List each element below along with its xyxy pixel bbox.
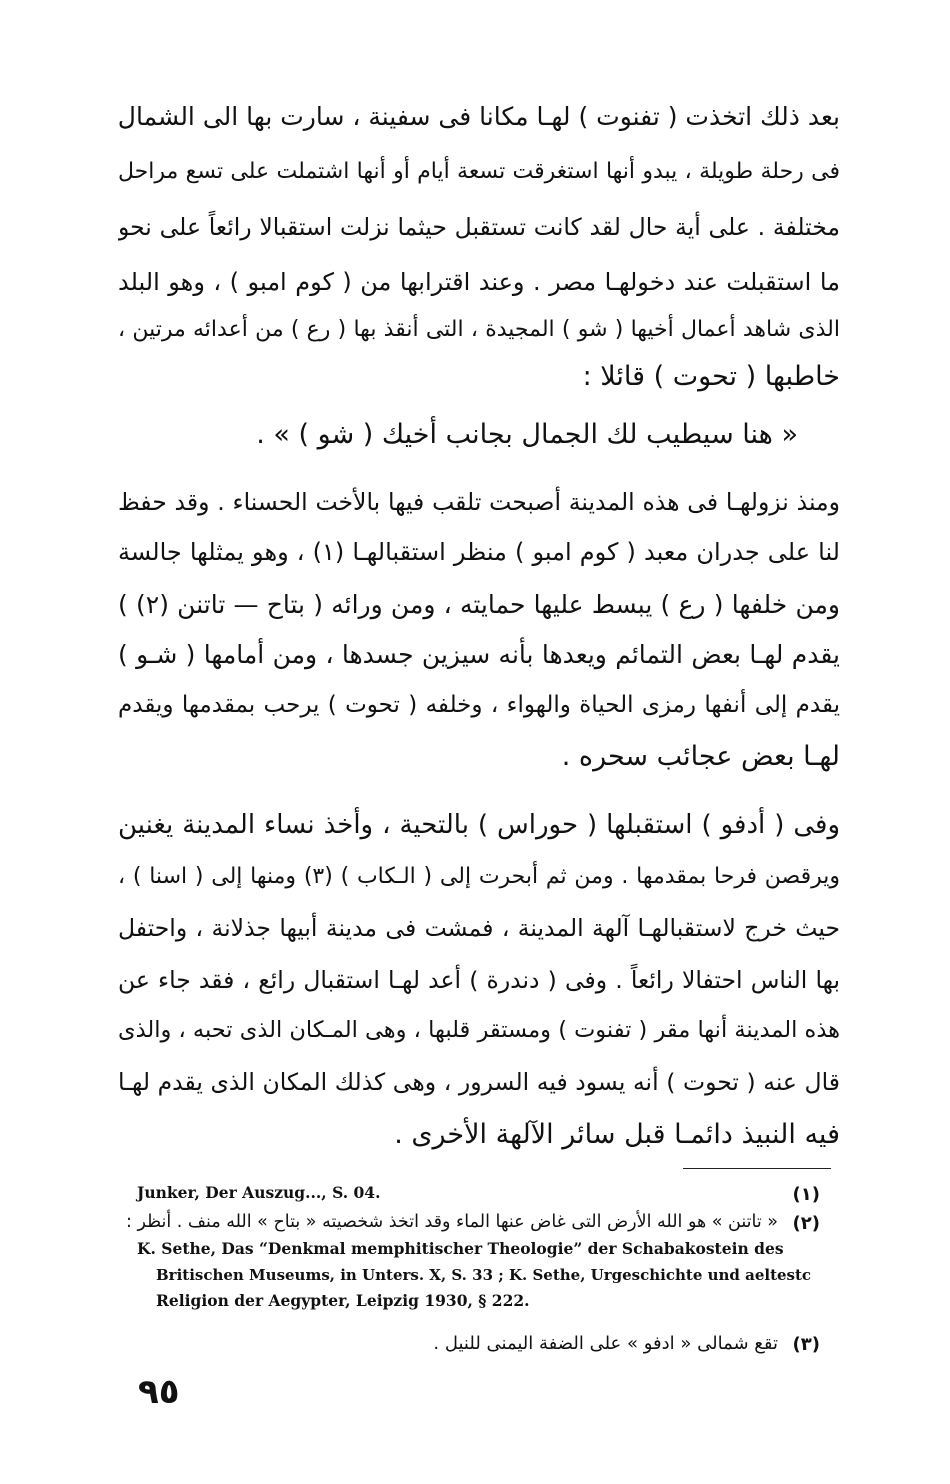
body-line: فى رحلة طويلة ، يبدو أنها استغرقت تسعة أيام أو أنها اشتملت على تسع مراحل	[118, 159, 840, 184]
footnote-number: (٣)	[792, 1334, 820, 1355]
body-line: لنا على جدران معبد ( كوم امبو ) منظر استقبالهـا (١) ، وهو يمثلها جالسة	[118, 538, 840, 566]
body-line: هذه المدينة أنها مقر ( تفنوت ) ومستقر قلبها ، وهى المـكان الذى تحبه ، والذى	[118, 1017, 840, 1043]
footnote-text: « تاتنن » هو الله الأرض التى غاض عنها الماء وقد اتخذ شخصيته « بتاح » الله منف . أنظر :	[126, 1212, 778, 1232]
footnote-citation: Britischen Museums, in Unters. X, S. 33 ; K. Sethe, Urgeschichte und aeltestc	[156, 1266, 812, 1284]
body-line: الذى شاهد أعمال أخيها ( شو ) المجيدة ، التى أنقذ بها ( رع ) من أعدائه مرتين ،	[118, 317, 840, 342]
body-line: ومن خلفها ( رع ) يبسط عليها حمايته ، ومن ورائه ( بتاح — تاتنن (٢) )	[118, 590, 840, 619]
body-line: بها الناس احتفالا رائعاً . وفى ( دندرة ) أعد لهـا استقبال رائع ، فقد جاء عن	[118, 966, 840, 994]
body-line: لهـا بعض عجائب سحره .	[561, 741, 840, 772]
body-line: ما استقبلت عند دخولهـا مصر . وعند اقترابها من ( كوم امبو ) ، وهو البلد	[118, 268, 840, 296]
body-line: بعد ذلك اتخذت ( تفنوت ) لهـا مكانا فى سفينة ، سارت بها الى الشمال	[118, 102, 840, 131]
body-line: فيه النبيذ دائمـا قبل سائر الآلهة الأخرى .	[394, 1119, 840, 1150]
body-line: مختلفة . على أية حال لقد كانت تستقبل حيثما نزلت استقبالا رائعاً على نحو	[118, 213, 840, 241]
quote-line: « هنا سيطيب لك الجمال بجانب أخيك ( شو ) » .	[256, 419, 798, 450]
footnote-citation: K. Sethe, Das “Denkmal memphitischer Theologie” der Schabakostein des	[137, 1239, 784, 1258]
body-line: قال عنه ( تحوت ) أنه يسود فيه السرور ، وهى كذلك المكان الذى يقدم لهـا	[118, 1068, 840, 1096]
body-line: خاطبها ( تحوت ) قائلا :	[582, 361, 840, 392]
body-line: حيث خرج لاستقبالهـا آلهة المدينة ، فمشت فى مدينة أبيها جذلانة ، واحتفل	[118, 914, 840, 942]
footnote-text: Junker, Der Auszug..., S. 04.	[137, 1183, 381, 1202]
footnote-number: (٢)	[792, 1213, 820, 1234]
footnote-divider	[683, 1168, 831, 1169]
body-line: وفى ( أدفو ) استقبلها ( حوراس ) بالتحية ، وأخذ نساء المدينة يغنين	[118, 810, 840, 840]
body-line: يقدم لهـا بعض التمائم ويعدها بأنه سيزين جسدها ، ومن أمامها ( شـو )	[118, 640, 840, 669]
footnote-number: (١)	[792, 1184, 820, 1205]
footnote-text: تقع شمالى « ادفو » على الضفة اليمنى للنيل .	[433, 1333, 778, 1354]
footnote-citation: Religion der Aegypter, Leipzig 1930, § 222.	[156, 1291, 530, 1310]
page-number: ٩٥	[138, 1372, 180, 1412]
body-line: ومنذ نزولهـا فى هذه المدينة أصبحت تلقب فيها بالأخت الحسناء . وقد حفظ	[118, 488, 840, 516]
body-line: ويرقصن فرحا بمقدمها . ومن ثم أبحرت إلى ( الـكاب ) (٣) ومنها إلى ( اسنا ) ،	[118, 864, 840, 889]
body-line: يقدم إلى أنفها رمزى الحياة والهواء ، وخلفه ( تحوت ) يرحب بمقدمها ويقدم	[118, 692, 840, 718]
